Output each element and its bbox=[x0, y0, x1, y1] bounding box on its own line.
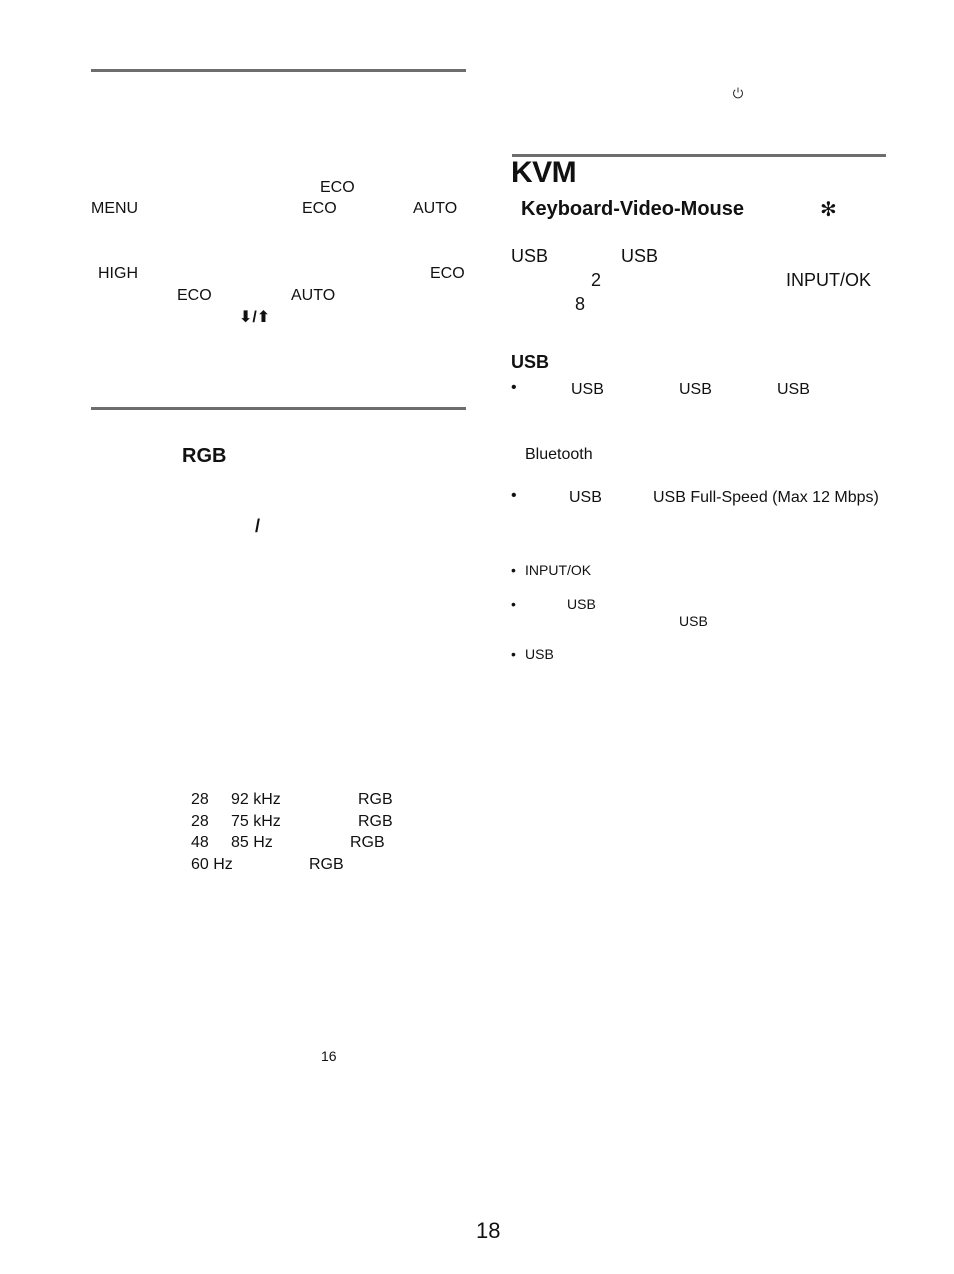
kvm-title: KVM bbox=[511, 156, 577, 189]
page-reference-16: 16 bbox=[321, 1048, 337, 1064]
down-up-arrows-icon: ⬇/⬆ bbox=[239, 309, 271, 326]
spec-row-3-c: RGB bbox=[350, 834, 385, 851]
spec-row-4-a: 60 Hz bbox=[191, 856, 233, 873]
bullet-dot-2: • bbox=[511, 487, 517, 504]
menu-label: MENU bbox=[91, 200, 139, 217]
eco-label-4: ECO bbox=[177, 287, 212, 304]
eco-label-1: ECO bbox=[320, 179, 355, 196]
section-rule-top-left bbox=[91, 69, 466, 72]
note-2-usb: USB bbox=[567, 596, 596, 612]
usb-heading: USB bbox=[511, 352, 550, 372]
spec-row-1-b: 92 kHz bbox=[231, 791, 281, 808]
usb-label-a: USB bbox=[511, 246, 549, 266]
bullet-dot-1: • bbox=[511, 379, 517, 396]
note-2-usb-2: USB bbox=[679, 613, 708, 629]
usb-full-speed: USB Full-Speed (Max 12 Mbps) bbox=[653, 489, 879, 506]
spec-row-3-b: 85 Hz bbox=[231, 834, 273, 851]
spec-row-1-c: RGB bbox=[358, 791, 393, 808]
bluetooth-label: Bluetooth bbox=[525, 446, 593, 463]
bullet-1-usb-1: USB bbox=[571, 381, 604, 398]
auto-label-2: AUTO bbox=[413, 200, 458, 217]
note-3-usb: USB bbox=[525, 646, 554, 662]
slash-separator: / bbox=[255, 516, 261, 536]
spec-row-3-a: 48 bbox=[191, 834, 209, 851]
input-ok-label: INPUT/OK bbox=[786, 270, 872, 290]
spec-row-4-c: RGB bbox=[309, 856, 344, 873]
asterisk-mark: ✻ bbox=[820, 199, 837, 221]
bullet-1-usb-2: USB bbox=[679, 381, 712, 398]
number-8: 8 bbox=[575, 294, 586, 314]
bullet-2-usb: USB bbox=[569, 489, 602, 506]
note-dot-2: • bbox=[511, 596, 516, 612]
eco-label-3: ECO bbox=[430, 265, 465, 282]
note-dot-1: • bbox=[511, 562, 516, 578]
note-1-input-ok: INPUT/OK bbox=[525, 562, 592, 578]
bullet-1-usb-3: USB bbox=[777, 381, 810, 398]
high-label: HIGH bbox=[98, 265, 138, 282]
power-icon bbox=[731, 86, 745, 100]
spec-row-2-c: RGB bbox=[358, 813, 393, 830]
eco-label-2: ECO bbox=[302, 200, 337, 217]
usb-label-b: USB bbox=[621, 246, 659, 266]
rgb-heading: RGB bbox=[182, 445, 227, 467]
page-number: 18 bbox=[476, 1218, 501, 1243]
kvm-subtitle: Keyboard-Video-Mouse bbox=[521, 198, 744, 220]
number-2: 2 bbox=[591, 270, 602, 290]
section-rule-mid-left bbox=[91, 407, 466, 410]
spec-row-2-a: 28 bbox=[191, 813, 209, 830]
spec-row-1-a: 28 bbox=[191, 791, 209, 808]
note-dot-3: • bbox=[511, 646, 516, 662]
spec-row-2-b: 75 kHz bbox=[231, 813, 281, 830]
auto-label-4: AUTO bbox=[291, 287, 336, 304]
